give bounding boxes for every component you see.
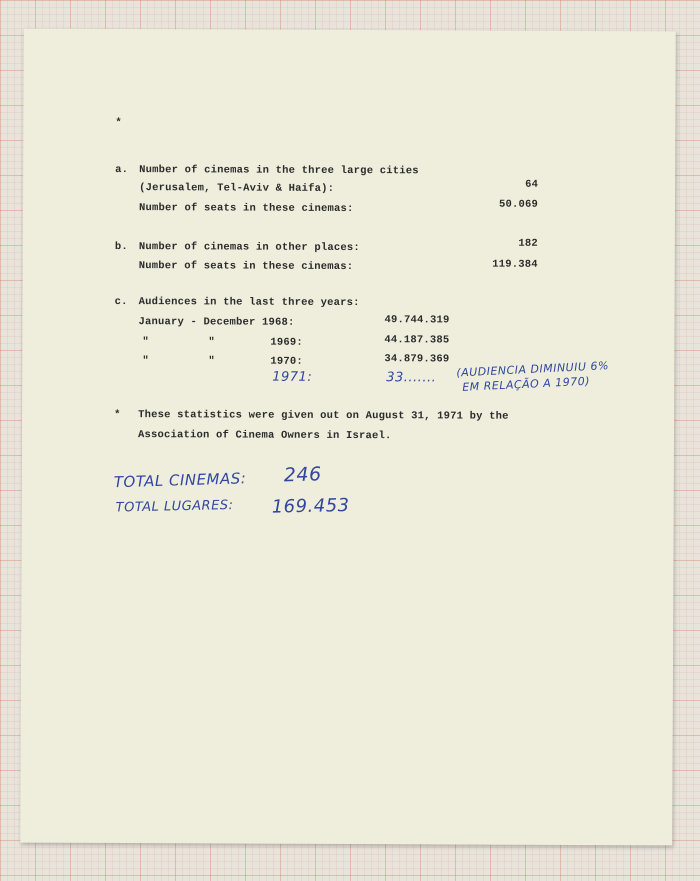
audience-row-1968-value: 49.744.319	[384, 314, 450, 327]
handwritten-note-line2: EM RELAÇÃO A 1970)	[461, 374, 591, 394]
handwritten-value-1971: 33.......	[386, 370, 437, 386]
section-a-marker: a.	[115, 163, 129, 177]
section-c-heading: Audiences in the last three years:	[138, 296, 360, 310]
handwritten-total-seats-label: TOTAL LUGARES:	[115, 497, 234, 516]
section-a-line3: Number of seats in these cinemas:	[138, 202, 354, 216]
section-a-seats-value: 50.069	[498, 198, 539, 211]
footnote-line1: These statistics were given out on August 31, 1971 by the	[138, 409, 509, 423]
footnote-marker: *	[114, 408, 121, 422]
handwritten-total-seats-value: 169.453	[271, 494, 350, 518]
audience-row-1970-year: 1970:	[270, 355, 303, 368]
section-a-line2: (Jerusalem, Tel-Aviv & Haifa):	[139, 182, 335, 195]
audience-row-1970-ditto2: "	[208, 355, 215, 368]
audience-row-1968-label: January - December 1968:	[138, 316, 295, 329]
section-b-line2: Number of seats in these cinemas:	[138, 260, 354, 274]
audience-row-1969-value: 44.187.385	[384, 334, 450, 347]
audience-row-1969-ditto1: "	[142, 336, 149, 349]
footnote-line2: Association of Cinema Owners in Israel.	[137, 429, 392, 443]
audience-row-1970-value: 34.879.369	[384, 353, 450, 366]
section-b-seats-value: 119.384	[492, 258, 538, 271]
section-b-marker: b.	[114, 240, 128, 254]
handwritten-note-line1: (AUDIENCIA DIMINUIU 6%	[456, 359, 610, 380]
handwritten-total-cinemas-value: 246	[283, 463, 322, 487]
audience-row-1969-year: 1969:	[270, 336, 303, 349]
handwritten-total-cinemas-label: TOTAL CINEMAS:	[113, 469, 247, 492]
audience-row-1969-ditto2: "	[208, 336, 215, 349]
section-b-cinemas-value: 182	[518, 237, 538, 250]
document-page	[20, 29, 676, 846]
section-a-cinemas-value: 64	[525, 178, 539, 191]
section-b-line1: Number of cinemas in other places:	[138, 241, 360, 255]
section-c-marker: c.	[114, 295, 128, 309]
top-asterisk: *	[115, 116, 122, 130]
section-a-line1: Number of cinemas in the three large cities	[139, 164, 419, 178]
handwritten-year-1971: 1971:	[272, 369, 313, 385]
audience-row-1970-ditto1: "	[142, 355, 149, 368]
